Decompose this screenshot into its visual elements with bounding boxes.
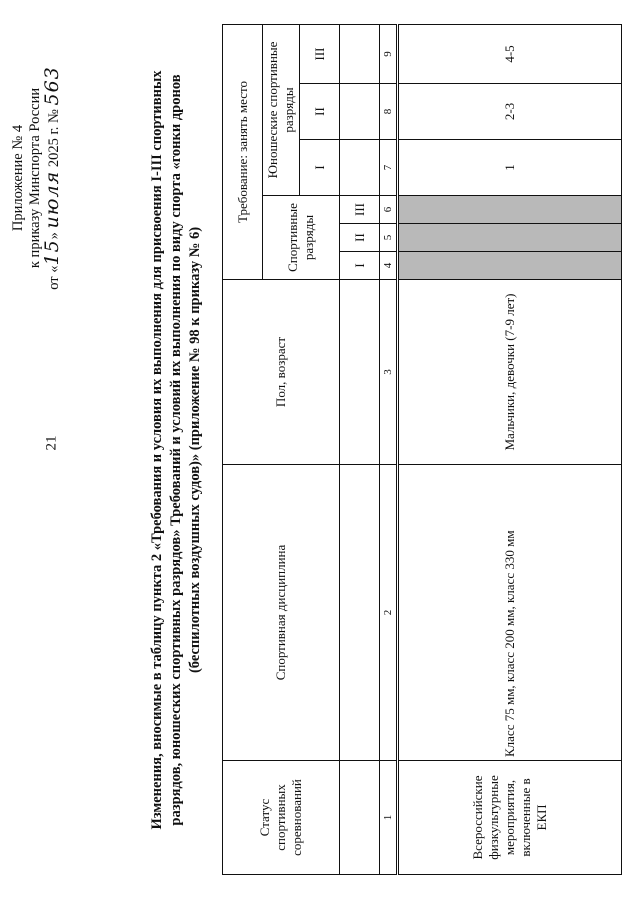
column-number: 1 <box>380 761 398 875</box>
header-youth-i: I <box>300 140 340 196</box>
appendix-title: Приложение № 4 <box>10 124 26 232</box>
cell-rank-iii <box>398 196 622 224</box>
date-year: 2025 г. № <box>46 109 62 168</box>
header-sport-ranks: Спортивные разряды <box>263 196 340 280</box>
header-spacer-status <box>340 761 380 875</box>
cell-rank-i <box>398 252 622 280</box>
column-number: 8 <box>380 84 398 140</box>
column-number: 3 <box>380 280 398 465</box>
header-spacer-discipline <box>340 465 380 761</box>
column-number: 4 <box>380 252 398 280</box>
date-month: июля <box>41 170 63 229</box>
header-youth-ranks: Юношеские спортивные разряды <box>263 24 300 195</box>
document-heading <box>148 25 205 875</box>
cell-rank-ii <box>398 224 622 252</box>
header-spacer-gender <box>340 280 380 465</box>
header-spacer-y2 <box>340 84 380 140</box>
header-gender-age: Пол, возраст <box>223 280 340 465</box>
column-number: 2 <box>380 465 398 761</box>
column-number: 9 <box>380 24 398 83</box>
date-prefix: от « <box>46 265 62 290</box>
header-rank-ii: II <box>340 224 380 252</box>
date-day: 15 <box>41 239 63 266</box>
column-number: 5 <box>380 224 398 252</box>
heading-line-2: разрядов, юношеских спортивных разрядов» Требований и условий их выполнения по виду спорта «гонки дронов <box>168 74 184 826</box>
heading-line-1: Изменения, вносимые в таблицу пункта 2 «Требования и условия их выполнения для присвоения I-III спортивных <box>149 70 165 830</box>
header-discipline: Спортивная дисциплина <box>223 465 340 761</box>
cell-discipline: Класс 75 мм, класс 200 мм, класс 330 мм <box>398 465 622 761</box>
table-row <box>398 24 622 874</box>
column-number: 7 <box>380 140 398 196</box>
cell-youth-iii: 4-5 <box>398 24 622 83</box>
header-rank-i: I <box>340 252 380 280</box>
header-status: Статус спортивных соревнований <box>223 761 340 875</box>
header-requirement: Требование: занять место <box>223 24 263 279</box>
header-rank-iii: III <box>340 196 380 224</box>
order-number: 563 <box>41 66 63 106</box>
header-spacer-y3 <box>340 24 380 83</box>
page-number: 21 <box>43 435 60 451</box>
appendix-block <box>10 13 63 343</box>
appendix-date-line <box>41 13 63 343</box>
cell-gender-age: Мальчики, девочки (7-9 лет) <box>398 280 622 465</box>
cell-youth-ii: 2-3 <box>398 84 622 140</box>
requirements-table <box>222 24 622 875</box>
header-youth-iii: III <box>300 24 340 83</box>
cell-youth-i: 1 <box>398 140 622 196</box>
cell-status: Всероссийские физкультурные мероприятия, включенные в ЕКП <box>398 761 622 875</box>
column-number: 6 <box>380 196 398 224</box>
appendix-order: к приказу Минспорта России <box>27 87 43 269</box>
date-day-suffix: » <box>46 232 62 240</box>
header-youth-ii: II <box>300 84 340 140</box>
heading-line-3: (беспилотных воздушных судов)» (приложение № 98 к приказу № 6) <box>187 226 203 674</box>
header-spacer-y1 <box>340 140 380 196</box>
